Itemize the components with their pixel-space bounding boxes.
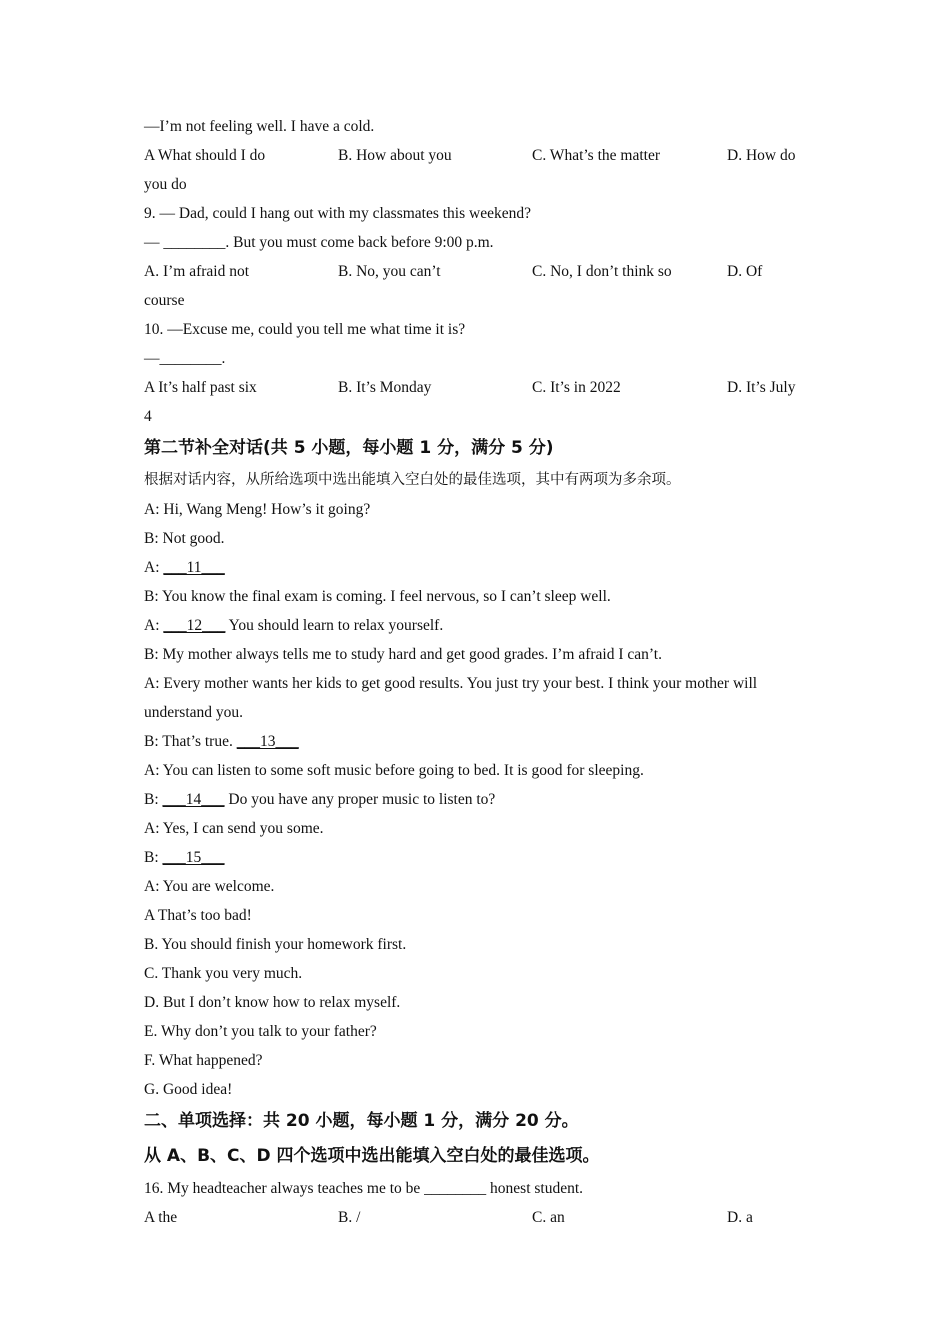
blank-11[interactable]: ___11___ [163,559,225,576]
q16-question: 16. My headteacher always teaches me to be ________ honest student. [144,1180,584,1197]
q9-option-d[interactable]: D. Of [727,263,763,280]
q8-options [144,141,814,170]
q16-option-d[interactable]: D. a [727,1209,753,1226]
q16-option-a[interactable]: A the [144,1209,178,1226]
choice-c[interactable]: C. Thank you very much. [144,965,303,982]
dialogue-line-13: A: You are welcome. [144,878,275,895]
choice-d[interactable]: D. But I don’t know how to relax myself. [144,994,401,1011]
choice-f[interactable]: F. What happened? [144,1052,263,1069]
blank-12[interactable]: ___12___ [163,617,226,634]
q10-option-b[interactable]: B. It’s Monday [338,379,432,396]
choice-a[interactable]: A That’s too bad! [144,907,252,924]
q10-option-d[interactable]: D. It’s July [727,379,796,396]
dialogue-line-1: A: Hi, Wang Meng! How’s it going? [144,501,371,518]
blank-13[interactable]: ___13___ [236,733,299,750]
section2-heading: 第二节补全对话(共 5 小题，每小题 1 分，满分 5 分) [144,438,554,458]
speaker-label: A: [144,617,164,634]
q8-option-a[interactable]: A What should I do [144,147,266,164]
dialogue-line-5 [144,611,814,640]
q9-options [144,257,814,286]
q10-option-d-wrap: 4 [144,408,152,425]
dialogue-line-4: B: You know the final exam is coming. I feel nervous, so I can’t sleep well. [144,588,611,605]
q9-option-b[interactable]: B. No, you can’t [338,263,441,280]
dialogue-text: B: That’s true. [144,733,237,750]
q10-option-c[interactable]: C. It’s in 2022 [532,379,621,396]
part2-subheading: 从 A、B、C、D 四个选项中选出能填入空白处的最佳选项。 [144,1146,600,1166]
speaker-label: B: [144,791,163,808]
choice-g[interactable]: G. Good idea! [144,1081,233,1098]
q9-reply: — ________. But you must come back before 9:00 p.m. [144,234,494,251]
choice-e[interactable]: E. Why don’t you talk to your father? [144,1023,377,1040]
part2-heading: 二、单项选择：共 20 小题，每小题 1 分，满分 20 分。 [144,1111,579,1131]
q10-option-a[interactable]: A It’s half past six [144,379,257,396]
blank-15[interactable]: ___15___ [162,849,225,866]
dialogue-line-7-cont: understand you. [144,704,244,721]
dialogue-line-7: A: Every mother wants her kids to get good results. You just try your best. I think your mother will [144,675,758,692]
q10-reply: —________. [144,350,226,367]
dialogue-line-3 [144,553,814,582]
speaker-label: A: [144,559,164,576]
choice-b[interactable]: B. You should finish your homework first. [144,936,407,953]
q8-option-b[interactable]: B. How about you [338,147,452,164]
q10-options [144,373,814,402]
dialogue-line-10 [144,785,814,814]
dialogue-line-2: B: Not good. [144,530,225,547]
dialogue-line-11: A: Yes, I can send you some. [144,820,324,837]
q8-option-d-wrap: you do [144,176,187,193]
exam-page [144,112,814,1232]
section2-instruction: 根据对话内容，从所给选项中选出能填入空白处的最佳选项，其中有两项为多余项。 [144,472,681,488]
dialogue-text: You should learn to relax yourself. [225,617,444,634]
q8-answer-line: —I’m not feeling well. I have a cold. [144,118,375,135]
q9-option-d-wrap: course [144,292,185,309]
q8-option-d[interactable]: D. How do [727,147,796,164]
q9-option-c[interactable]: C. No, I don’t think so [532,263,672,280]
q10-question: 10. —Excuse me, could you tell me what time it is? [144,321,466,338]
q16-option-b[interactable]: B. / [338,1209,361,1226]
q9-option-a[interactable]: A. I’m afraid not [144,263,250,280]
q9-question: 9. — Dad, could I hang out with my classmates this weekend? [144,205,531,222]
q16-options [144,1203,814,1232]
q16-option-c[interactable]: C. an [532,1209,565,1226]
speaker-label: B: [144,849,163,866]
dialogue-text: Do you have any proper music to listen to? [224,791,496,808]
dialogue-line-6: B: My mother always tells me to study hard and get good grades. I’m afraid I can’t. [144,646,662,663]
dialogue-line-8 [144,727,814,756]
dialogue-line-12 [144,843,814,872]
q8-option-c[interactable]: C. What’s the matter [532,147,660,164]
blank-14[interactable]: ___14___ [162,791,225,808]
dialogue-line-9: A: You can listen to some soft music before going to bed. It is good for sleeping. [144,762,644,779]
